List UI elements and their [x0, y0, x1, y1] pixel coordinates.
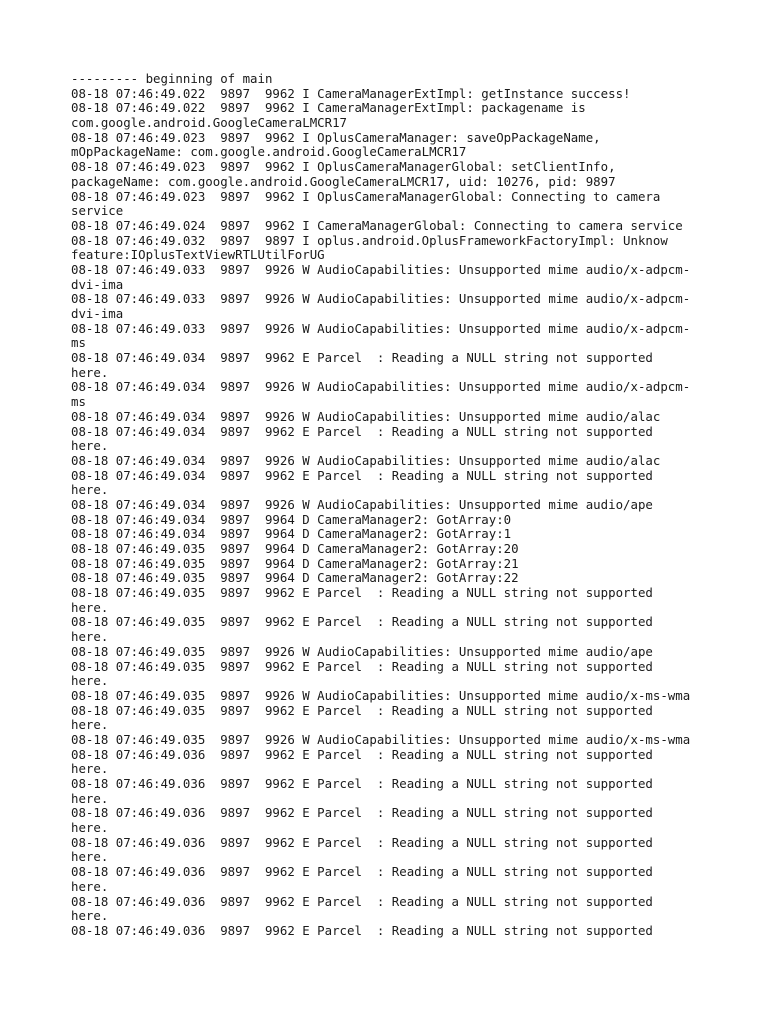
log-line: here. [71, 629, 109, 645]
log-line: here. [71, 790, 109, 806]
log-line: here. [71, 673, 109, 689]
log-line: 08-18 07:46:49.023 9897 9962 I OplusCameraManagerGlobal: setClientInfo, [71, 159, 616, 175]
log-line: service [71, 203, 124, 219]
log-line: com.google.android.GoogleCameraLMCR17 [71, 115, 348, 131]
log-line: 08-18 07:46:49.033 9897 9926 W AudioCapabilities: Unsupported mime audio/x-adpcm- [71, 261, 691, 277]
log-line: 08-18 07:46:49.034 9897 9926 W AudioCapabilities: Unsupported mime audio/ape [71, 496, 653, 512]
log-line: here. [71, 438, 109, 454]
log-line: --------- beginning of main [71, 71, 273, 86]
log-line: 08-18 07:46:49.036 9897 9962 E Parcel : Reading a NULL string not supported [71, 746, 653, 762]
log-line: 08-18 07:46:49.036 9897 9962 E Parcel : Reading a NULL string not supported [71, 805, 653, 821]
log-line: ms [71, 394, 86, 410]
log-line: 08-18 07:46:49.036 9897 9962 E Parcel : Reading a NULL string not supported [71, 776, 653, 791]
log-line: 08-18 07:46:49.034 9897 9926 W AudioCapabilities: Unsupported mime audio/alac [71, 452, 661, 468]
logcat-output [71, 72, 711, 939]
log-line: 08-18 07:46:49.035 9897 9964 D CameraManager2: GotArray:21 [71, 555, 519, 571]
log-line: dvi-ima [71, 306, 124, 321]
log-line: 08-18 07:46:49.035 9897 9962 E Parcel : Reading a NULL string not supported [71, 702, 653, 718]
log-line: 08-18 07:46:49.035 9897 9964 D CameraManager2: GotArray:22 [71, 570, 519, 586]
log-line: feature:IOplusTextViewRTLUtilForUG [71, 247, 325, 263]
log-line: 08-18 07:46:49.033 9897 9926 W AudioCapabilities: Unsupported mime audio/x-adpcm- [71, 291, 691, 307]
log-line: mOpPackageName: com.google.android.GoogleCameraLMCR17 [71, 144, 467, 160]
log-line: ms [71, 335, 86, 351]
log-line: 08-18 07:46:49.034 9897 9926 W AudioCapabilities: Unsupported mime audio/alac [71, 408, 661, 424]
log-line: 08-18 07:46:49.032 9897 9897 I oplus.android.OplusFrameworkFactoryImpl: Unknow [71, 232, 668, 248]
log-line: 08-18 07:46:49.034 9897 9964 D CameraManager2: GotArray:0 [71, 511, 512, 527]
log-line: here. [71, 717, 109, 733]
log-line: here. [71, 908, 109, 924]
log-line: 08-18 07:46:49.035 9897 9962 E Parcel : Reading a NULL string not supported [71, 658, 653, 674]
log-line: 08-18 07:46:49.024 9897 9962 I CameraManagerGlobal: Connecting to camera service [71, 217, 683, 233]
log-line: 08-18 07:46:49.035 9897 9962 E Parcel : Reading a NULL string not supported [71, 585, 653, 601]
log-line: 08-18 07:46:49.035 9897 9964 D CameraManager2: GotArray:20 [71, 541, 519, 556]
log-line: 08-18 07:46:49.034 9897 9962 E Parcel : Reading a NULL string not supported [71, 423, 653, 439]
log-line: here. [71, 364, 109, 380]
log-line: 08-18 07:46:49.023 9897 9962 I OplusCameraManagerGlobal: Connecting to camera [71, 188, 661, 204]
log-line: here. [71, 849, 109, 865]
log-line: 08-18 07:46:49.033 9897 9926 W AudioCapabilities: Unsupported mime audio/x-adpcm- [71, 320, 691, 336]
log-line: 08-18 07:46:49.022 9897 9962 I CameraManagerExtImpl: getInstance success! [71, 85, 631, 101]
log-line: here. [71, 599, 109, 615]
log-line: 08-18 07:46:49.022 9897 9962 I CameraManagerExtImpl: packagename is [71, 100, 586, 116]
log-line: here. [71, 878, 109, 894]
log-line: 08-18 07:46:49.035 9897 9926 W AudioCapabilities: Unsupported mime audio/x-ms-wma [71, 731, 691, 747]
log-line: 08-18 07:46:49.036 9897 9962 E Parcel : Reading a NULL string not supported [71, 864, 653, 880]
log-line: 08-18 07:46:49.035 9897 9926 W AudioCapabilities: Unsupported mime audio/x-ms-wma [71, 687, 691, 703]
log-line: 08-18 07:46:49.035 9897 9962 E Parcel : Reading a NULL string not supported [71, 614, 653, 630]
log-line: 08-18 07:46:49.036 9897 9962 E Parcel : Reading a NULL string not supported [71, 893, 653, 909]
log-line: here. [71, 482, 109, 498]
log-line: packageName: com.google.android.GoogleCameraLMCR17, uid: 10276, pid: 9897 [71, 173, 616, 189]
log-line: 08-18 07:46:49.034 9897 9964 D CameraManager2: GotArray:1 [71, 526, 512, 542]
log-line: 08-18 07:46:49.023 9897 9962 I OplusCameraManager: saveOpPackageName, [71, 129, 601, 145]
log-line: 08-18 07:46:49.034 9897 9962 E Parcel : Reading a NULL string not supported [71, 467, 653, 483]
log-line: 08-18 07:46:49.034 9897 9962 E Parcel : Reading a NULL string not supported [71, 350, 653, 366]
log-line: here. [71, 761, 109, 777]
log-line: 08-18 07:46:49.036 9897 9962 E Parcel : Reading a NULL string not supported [71, 922, 653, 938]
log-line: here. [71, 820, 109, 836]
log-line: 08-18 07:46:49.035 9897 9926 W AudioCapabilities: Unsupported mime audio/ape [71, 643, 653, 659]
log-line: 08-18 07:46:49.036 9897 9962 E Parcel : Reading a NULL string not supported [71, 834, 653, 850]
log-line: 08-18 07:46:49.034 9897 9926 W AudioCapabilities: Unsupported mime audio/x-adpcm- [71, 379, 691, 395]
log-line: dvi-ima [71, 276, 124, 292]
